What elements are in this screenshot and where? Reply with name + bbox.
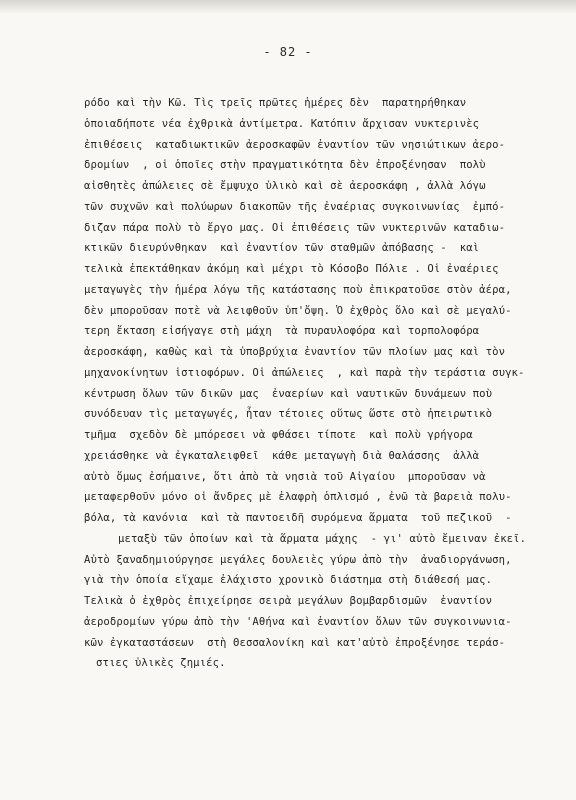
text-line: Τελικὰ ὁ ἐχθρὸς ἐπιχείρησε σειρὰ μεγάλων βομβαρδισμῶν ἐναντίον <box>84 595 493 607</box>
text-line: κτικῶν διευρύνθηκαν καὶ ἐναντίον τῶν σταθμῶν ἀπόβασης - καὶ <box>84 242 480 255</box>
text-line: Αὐτὸ ξαναδημιούργησε μεγάλες δουλειὲς γύρω ἀπὸ τὴν ἀναδιοργάνωση, <box>84 553 512 566</box>
text-line: γιὰ τὴν ὁποία εἴχαμε ἐλάχιστο χρονικὸ διάστημα στὴ διάθεσή μας. <box>84 574 493 587</box>
text-line: ὁποιαδήποτε νέα ἐχθρικὰ ἀντίμετρα. Κατόπιν ἄρχισαν νυκτερινὲς <box>84 117 480 130</box>
text-line: μεταφερθοῦν μόνο οἱ ἄνδρες μὲ ἐλαφρὴ ὁπλισμό , ἐνῶ τὰ βαρειὰ πολυ- <box>84 491 512 504</box>
text-line: τερη ἔκταση εἰσήγαγε στὴ μάχη τὰ πυραυλοφόρα καὶ τορπολοφόρα <box>84 325 480 338</box>
text-line: τελικὰ ἐπεκτάθηκαν ἀκόμη καὶ μέχρι τὸ Κόσοβο Πόλιε . Οἱ ἐναέριες <box>84 263 499 275</box>
text-line: αἰσθητὲς ἀπώλειες σὲ ἔμψυχο ὑλικὸ καὶ σὲ ἀεροσκάφη , ἀλλὰ λόγω <box>84 180 486 192</box>
text-line: κῶν ἐγκαταστάσεων στὴ Θεσσαλονίκη καὶ κατ'αὐτὸ ἐπροξένησε τεράσ- <box>84 636 506 649</box>
body-text <box>84 93 554 674</box>
text-line: συνόδευαν τὶς μεταγωγές, ἦταν τέτοιες οὕτως ὥστε στὸ ἠπειρωτικὸ <box>84 408 493 421</box>
text-line: χρειάσθηκε νὰ ἐγκαταλειφθεῖ κάθε μεταγωγὴ διὰ θαλάσσης ἀλλὰ <box>84 449 480 462</box>
text-line: τμῆμα σχεδὸν δὲ μπόρεσει νὰ φθάσει τίποτε καὶ πολὺ γρήγορα <box>84 429 473 441</box>
page-number: - 82 - <box>263 45 313 59</box>
text-line: μηχανοκίνητων ἱστιοφόρων. Οἱ ἀπώλειες , καὶ παρὰ τὴν τεράστια συγκ- <box>84 366 525 379</box>
text-line: μεταγωγὲς τὴν ἡμέρα λόγω τῆς κατάστασης ποὺ ἐπικρατοῦσε στὸν ἀέρα, <box>84 283 512 296</box>
text-line: στιες ὑλικὲς ζημιές. <box>96 657 226 670</box>
text-line: τῶν συχνῶν καὶ πολύωρων διακοπῶν τῆς ἐναέριας συγκοινωνίας ἐμπό- <box>84 200 506 213</box>
text-line: διζαν πάρα πολὺ τὸ ἔργο μας. Οἱ ἐπιθέσεις τῶν νυκτερινῶν καταδιω- <box>84 221 506 234</box>
text-line: ρόδο καὶ τὴν Κῶ. Τὶς τρεῖς πρῶτες ἡμέρες δὲν παρατηρήθηκαν <box>84 97 467 109</box>
text-line: ἐπιθέσεις καταδιωκτικῶν ἀεροσκαφῶν ἐναντίον τῶν νησιώτικων ἀερο- <box>84 138 506 151</box>
text-line: ἀεροδρομίων γύρω ἀπὸ τὴν 'Αθήνα καὶ ἐναντίον ὅλων τῶν συγκοινωνια- <box>84 615 512 628</box>
text-line: δὲν μποροῦσαν ποτὲ νὰ λειφθοῦν ὑπ'ὄψη. Ὁ ἐχθρὸς ὅλο καὶ σὲ μεγαλύ- <box>84 304 512 317</box>
text-line: μεταξὺ τῶν ὁποίων καὶ τὰ ἅρματα μάχης - γι' αὐτὸ ἔμειναν ἐκεῖ. <box>118 532 527 545</box>
text-line: ἀεροσκάφη, καθὼς καὶ τὰ ὑποβρύχια ἐναντίον τῶν πλοίων μας καὶ τὸν <box>84 346 506 358</box>
scan-edge-shadow <box>0 0 576 14</box>
text-line: βόλα, τὰ κανόνια καὶ τὰ παντοειδῆ συρόμενα ἅρματα τοῦ πεζικοῦ - <box>84 512 512 524</box>
text-line: αὐτὸ ὅμως ἐσήμαινε, ὅτι ἀπὸ τὰ νησιὰ τοῦ Αἰγαίου μποροῦσαν νὰ <box>84 470 486 483</box>
text-line: δρομίων , οἱ ὁποῖες στὴν πραγματικότητα δὲν ἐπροξένησαν πολὺ <box>84 159 486 172</box>
text-line: κέντρωση ὅλων τῶν δικῶν μας ἐναερίων καὶ ναυτικῶν δυνάμεων ποὺ <box>84 387 493 400</box>
